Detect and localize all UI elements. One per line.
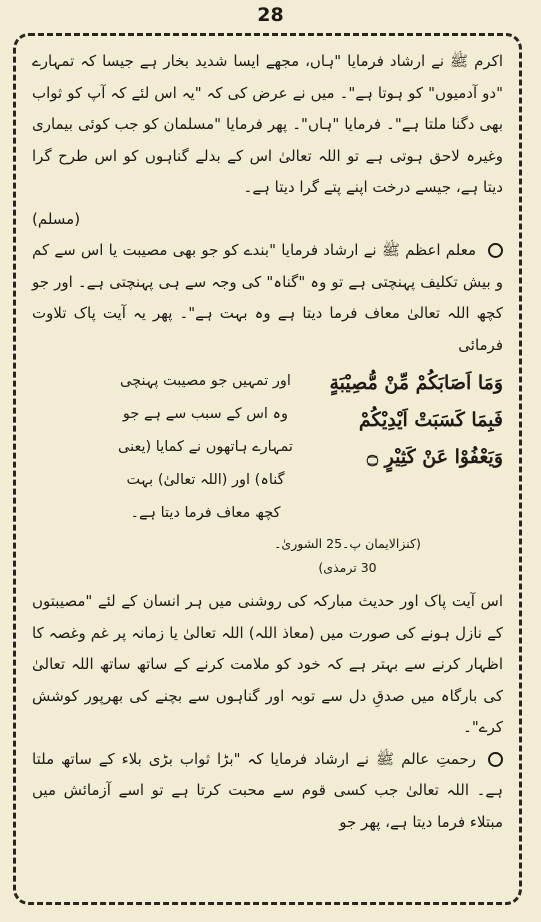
circle-bullet-icon	[488, 752, 503, 767]
reference-muslim: (مسلم)	[32, 209, 81, 228]
verse-translation: اور تمہیں جو مصیبت پہنچی وہ اس کے سبب سے ہے جو تمہارے ہاتھوں نے کمایا (یعنی گناہ) اور (اللہ تعالیٰ) بہت کچھ معاف فرما دیتا ہے۔	[118, 373, 293, 521]
paragraph-reward-hadith	[32, 744, 503, 839]
paragraph-fever-hadith-text: اکرم ﷺ نے ارشاد فرمایا "ہاں، مجھے ایسا شدید بخار ہے جیسا کہ تمہارے "دو آدمیوں" کو ہوتا ہے"۔ میں نے عرض کی کہ "یہ اس لئے کہ آپ کو ثواب بھی دگنا ملتا ہے"۔ فرمایا "ہاں"۔ پھر فرمایا "مسلمان کو جب کوئی بیماری وغیرہ لاحق ہوتی ہے تو اللہ تعالیٰ اس کے بدلے گناہوں کو اس طرح گرا دیتا ہے، جیسے درخت اپنے پتے گرا دیتا ہے۔	[32, 52, 503, 196]
page-number: 28	[257, 4, 284, 26]
paragraph-reward-hadith-text: رحمتِ عالم ﷺ نے ارشاد فرمایا کہ "بڑا ثواب بڑی بلاء کے ساتھ ملتا ہے۔ اللہ تعالیٰ جب کسی قوم سے محبت کرتا ہے تو اسے آزمائش میں مبتلاء فرما دیتا ہے، پھر جو	[32, 749, 503, 831]
paragraph-calamity-hadith	[32, 235, 503, 361]
verse-line-1: وَمَا اَصَابَكُمْ مِّنْ مُّصِيْبَةٍ	[329, 372, 503, 394]
quran-verse	[318, 365, 503, 530]
citation-line-1: (کنزالایمان پ۔25 الشوریٰ۔	[274, 536, 421, 551]
citation-line-2: 30 ترمذی)	[318, 560, 377, 575]
paragraph-calamity-hadith-text: معلم اعظم ﷺ نے ارشاد فرمایا "بندے کو جو بھی مصیبت یا اس سے کم و بیش تکلیف پہنچتی ہے تو وہ "گناہ" کی وجہ سے ہی پہنچتی ہے۔ اور جو کچھ اللہ تعالیٰ معاف فرما دیتا ہے وہ بہت ہے"۔ پھر یہ آیت پاک تلاوت فرمائی	[32, 241, 503, 354]
verse-line-3: وَيَعْفُوْا عَنْ كَثِيْرٍ ۝	[366, 446, 503, 468]
circle-bullet-icon	[488, 243, 503, 258]
page-content	[32, 46, 503, 838]
paragraph-commentary: اس آیت پاک اور حدیث مبارکہ کی روشنی میں ہر انسان کے لئے "مصیبتوں کے نازل ہونے کی صورت میں (معاذ اللہ) اللہ تعالیٰ یا زمانہ پر غم وغصہ کا اظہار کرنے سے بہتر ہے کہ خود کو ملامت کرنے کے ساتھ ساتھ اللہ تعالیٰ کی بارگاہ میں صدقِ دل سے توبہ اور گناہوں سے بچنے کی بھرپور کوشش کرے"۔	[32, 592, 503, 736]
verse-line-2: فَبِمَا كَسَبَتْ اَيْدِيْكُمْ	[358, 409, 503, 431]
page-frame	[13, 33, 522, 905]
paragraph-fever-hadith	[32, 46, 503, 235]
verse-citation	[32, 532, 503, 580]
verse-block	[32, 365, 503, 530]
